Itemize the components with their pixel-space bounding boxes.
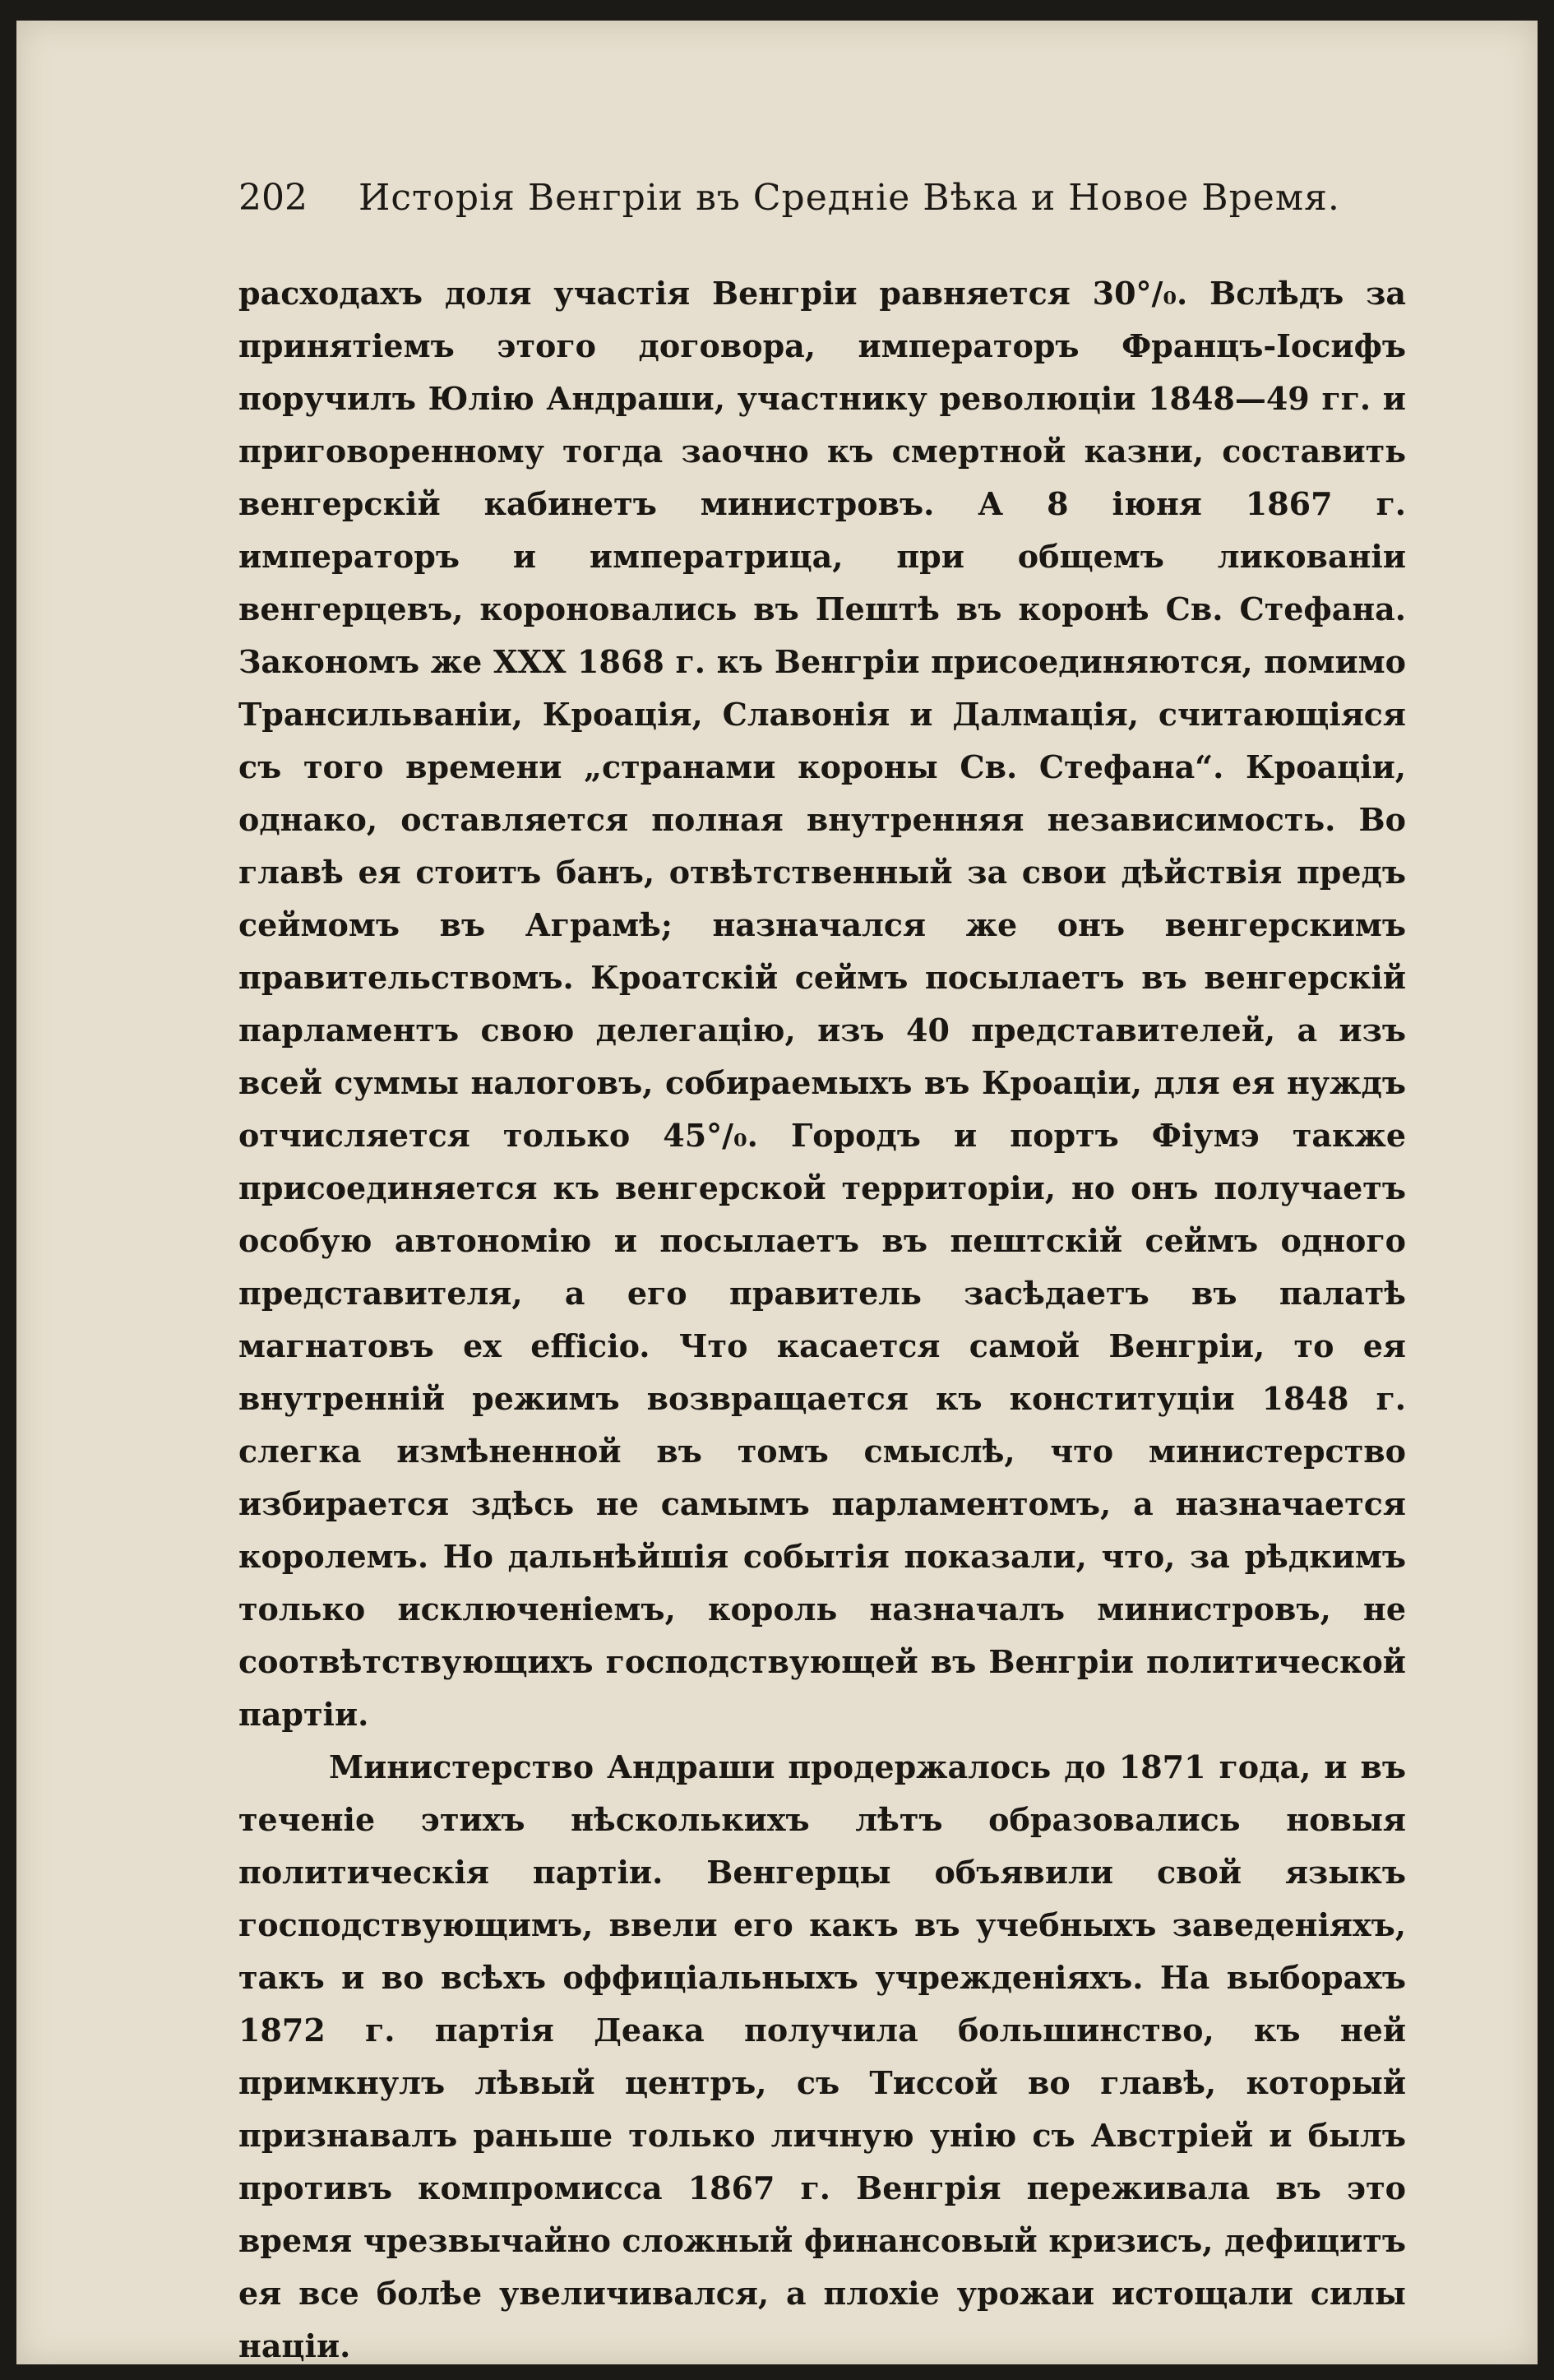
book-page	[16, 21, 1538, 2364]
page-header	[238, 177, 1340, 219]
paragraph-2: Министерство Андраши продержалось до 1871 года, и въ теченіе этихъ нѣсколькихъ лѣтъ образовались новыя политическія партіи. Венгерцы объявили свой языкъ господствующимъ, ввели его какъ въ учебныхъ заведеніяхъ, такъ и во всѣхъ оффиціальныхъ учрежденіяхъ. На выборахъ 1872 г. партія Деака получила большинство, къ ней примкнулъ лѣвый центръ, съ Тиссой во главѣ, который признавалъ раньше только личную унію съ Австріей и былъ противъ компромисса 1867 г. Венгрія переживала въ это время чрезвычайно сложный финансовый кризисъ, дефицитъ ея все болѣе увеличивался, а плохіе урожаи истощали силы націи.	[238, 1748, 1406, 2364]
paragraph-1: расходахъ доля участія Венгріи равняется 30°/₀. Вслѣдъ за принятіемъ этого договора, императоръ Францъ-Іосифъ поручилъ Юлію Андраши, участнику революціи 1848—49 гг. и приговоренному тогда заочно къ смертной казни, составить венгерскій кабинетъ министровъ. А 8 іюня 1867 г. императоръ и императрица, при общемъ ликованіи венгерцевъ, короновались въ Пештѣ въ коронѣ Св. Стефана. Закономъ же XXX 1868 г. къ Венгріи присоединяются, помимо Трансильваніи, Кроація, Славонія и Далмація, считающіяся съ того времени „странами короны Св. Стефана“. Кроаціи, однако, оставляется полная внутренняя независимость. Во главѣ ея стоитъ банъ, отвѣтственный за свои дѣйствія предъ сеймомъ въ Аграмѣ; назначался же онъ венгерскимъ правительствомъ. Кроатскій сеймъ посылаетъ въ венгерскій парламентъ свою делегацію, изъ 40 представителей, а изъ всей суммы налоговъ, собираемыхъ въ Кроаціи, для ея нуждъ отчисляется только 45°/₀. Городъ и портъ Фіумэ также присоединяется къ венгерской территоріи, но онъ получаетъ особую автономію и посылаетъ въ пештскій сеймъ одного представителя, а его правитель засѣдаетъ въ палатѣ магнатовъ ex efficio. Что касается самой Венгріи, то ея внутренній режимъ возвращается къ конституціи 1848 г. слегка измѣненной въ томъ смыслѣ, что министерство избирается здѣсь не самымъ парламентомъ, а назначается королемъ. Но дальнѣйшія событія показали, что, за рѣдкимъ только исключеніемъ, король назначалъ министровъ, не соотвѣтствующихъ господствующей въ Венгріи политической партіи.	[238, 275, 1406, 1733]
page-number: 202	[238, 177, 308, 219]
running-title: Исторія Венгріи въ Средніе Вѣка и Новое Время.	[358, 177, 1340, 219]
body-text	[238, 267, 1406, 2373]
